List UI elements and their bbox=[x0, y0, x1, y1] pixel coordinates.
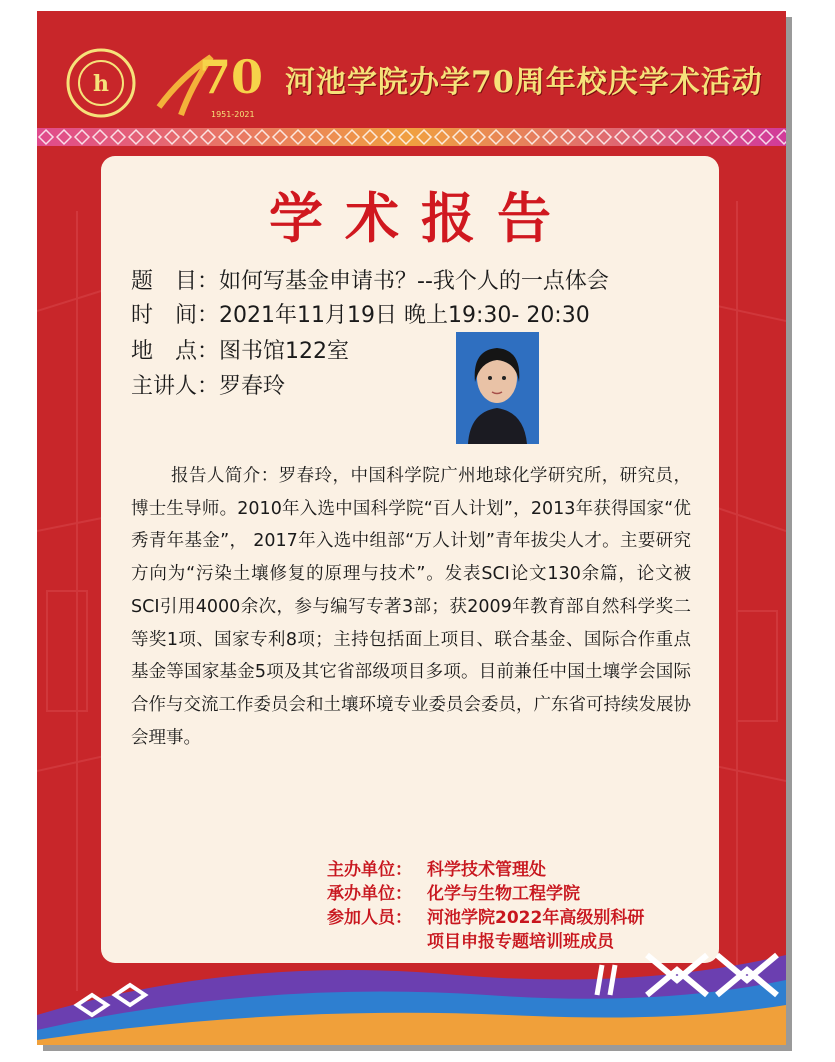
organizer-value: 化学与生物工程学院 bbox=[427, 884, 580, 904]
ethnic-pattern-band bbox=[37, 128, 786, 146]
svg-text:h: h bbox=[93, 71, 109, 97]
topic-value: 如何写基金申请书？--我个人的一点体会 bbox=[219, 269, 609, 294]
topic-label: 题 目： bbox=[131, 269, 220, 294]
speaker-bio: 报告人简介：罗春玲，中国科学院广州地球化学研究所，研究员，博士生导师。2010年入选中国科学院“百人计划”，2013年获得国家“优秀青年基金”， 2017年入选中组部“万人计划”青年拔尖人才。主要研究方向为“污染土壤修复的原理与技术”。发表SCI论文130余篇，论文被SCI引用4000余次，参与编写专著3部；获2009年教育部自然科学奖二等奖1项、国家专利8项；主持包括面上项目、联合基金、国际合作重点基金等国家基金5项及其它省部级项目多项。目前兼任中国土壤学会国际合作与交流工作委员会和土壤环境专业委员会委员，广东省可持续发展协会理事。 bbox=[131, 466, 691, 748]
speaker-photo bbox=[456, 332, 539, 444]
organizer-label: 承办单位： bbox=[327, 884, 412, 904]
speaker-line bbox=[131, 369, 285, 400]
report-title: 学术报告 bbox=[269, 186, 573, 250]
poster bbox=[37, 11, 786, 1045]
time-label: 时 间： bbox=[131, 303, 220, 328]
attendees-value-2: 项目申报专题培训班成员 bbox=[427, 932, 614, 952]
place-label: 地 点： bbox=[131, 339, 220, 364]
header-title: 河池学院办学70周年校庆学术活动 bbox=[285, 65, 763, 100]
report-card bbox=[101, 156, 719, 963]
host-label: 主办单位： bbox=[327, 860, 412, 880]
host-line bbox=[327, 858, 546, 882]
speaker-label: 主讲人： bbox=[131, 374, 220, 399]
anniversary-70-logo bbox=[151, 37, 261, 121]
speaker-value: 罗春玲 bbox=[219, 374, 286, 399]
topic-line bbox=[131, 264, 609, 295]
organizer-line bbox=[327, 882, 580, 906]
attendees-label: 参加人员： bbox=[327, 908, 412, 928]
place-line bbox=[131, 334, 349, 365]
time-value: 2021年11月19日 晚上19:30- 20:30 bbox=[219, 303, 590, 328]
logo-years: 1951-2021 bbox=[211, 110, 255, 119]
college-seal-logo bbox=[65, 47, 137, 119]
attendees-value-1: 河池学院2022年高级别科研 bbox=[427, 908, 645, 928]
logo-70-number: 70 bbox=[199, 50, 261, 104]
time-line bbox=[131, 298, 590, 329]
decorative-waves bbox=[37, 935, 786, 1045]
host-value: 科学技术管理处 bbox=[427, 860, 546, 880]
place-value: 图书馆122室 bbox=[219, 339, 350, 364]
